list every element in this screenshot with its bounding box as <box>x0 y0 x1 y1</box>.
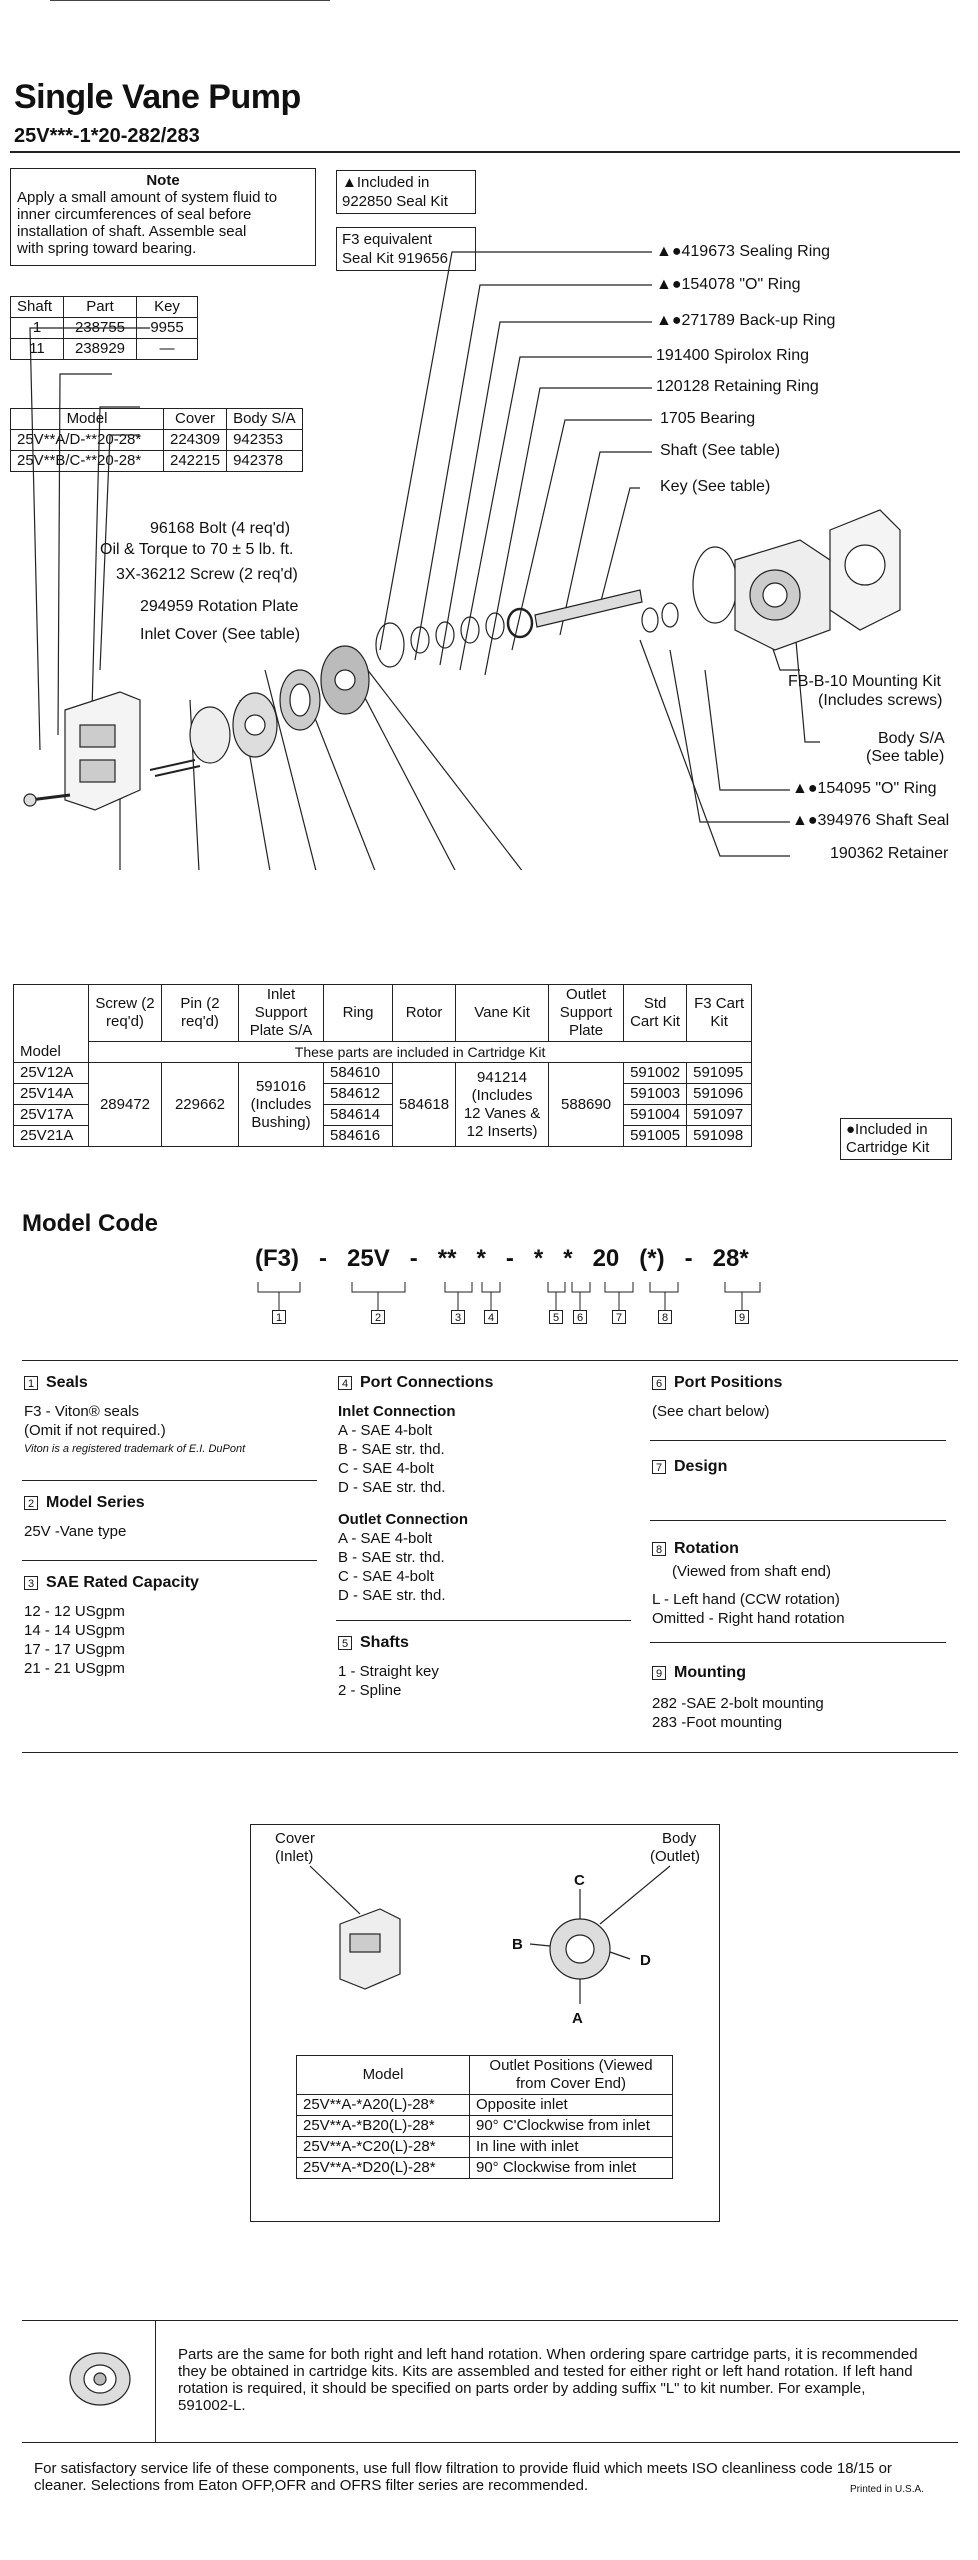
parts-model: 25V14A <box>14 1084 89 1105</box>
port-letter-d: D <box>640 1952 651 1969</box>
shaft-cell: 238755 <box>64 318 137 339</box>
model-cell: 25V**A/D-**20-28* <box>11 430 164 451</box>
port-table-cell: In line with inlet <box>470 2137 673 2158</box>
parts-header: Ring <box>324 985 393 1042</box>
outlet-line: D - SAE str. thd. <box>338 1587 446 1604</box>
parts-outlet-plate: 588690 <box>549 1063 624 1147</box>
inlet-plate-line: 591016 <box>255 1077 307 1095</box>
callout-bolt: 96168 Bolt (4 req'd) <box>150 520 291 537</box>
body-label: Body <box>662 1830 697 1847</box>
parts-std-kit: 591003 <box>624 1084 687 1105</box>
col3-rule <box>650 1440 946 1441</box>
section-model-series <box>24 1494 145 1512</box>
parts-ring: 584614 <box>324 1105 393 1126</box>
parts-header: Screw (2 req'd) <box>89 985 162 1042</box>
shaft-cell: 1 <box>11 318 64 339</box>
parts-ring: 584616 <box>324 1126 393 1147</box>
section-rotation <box>652 1540 739 1558</box>
code-seg: * <box>476 1245 486 1272</box>
model-code-brackets <box>0 1278 978 1312</box>
parts-pin: 229662 <box>162 1063 239 1147</box>
cartridge-kit-legend <box>840 1118 952 1160</box>
parts-header: Rotor <box>393 985 456 1042</box>
callout-body: Body S/A <box>878 730 945 747</box>
outlet-line: B - SAE str. thd. <box>338 1549 445 1566</box>
inlet-line: B - SAE str. thd. <box>338 1441 445 1458</box>
page-subtitle: 25V***-1*20-282/283 <box>14 125 200 147</box>
seal-kit-line: 922850 Seal Kit <box>342 193 448 210</box>
code-seg: * <box>563 1245 573 1272</box>
port-table-header: Model <box>297 2056 470 2095</box>
callout-bolt-torque: Oil & Torque to 70 ± 5 lb. ft. <box>100 541 294 558</box>
callout-sealing-ring: ▲●419673 Sealing Ring <box>656 243 831 260</box>
vane-kit-line: 12 Inserts) <box>466 1122 538 1140</box>
section-title: Mounting <box>674 1664 746 1681</box>
inlet-line: C - SAE 4-bolt <box>338 1460 434 1477</box>
model-code-string <box>255 1245 749 1273</box>
port-table-cell: 25V**A-*C20(L)-28* <box>297 2137 470 2158</box>
callout-inlet-cover: Inlet Cover (See table) <box>140 626 301 643</box>
port-table-cell: 90° C'Clockwise from inlet <box>470 2116 673 2137</box>
model-cell: 242215 <box>164 451 227 472</box>
capacity-line: 21 - 21 USgpm <box>24 1660 125 1677</box>
parts-model: 25V12A <box>14 1063 89 1084</box>
section-title: Design <box>674 1458 728 1475</box>
port-table-cell: 25V**A-*B20(L)-28* <box>297 2116 470 2137</box>
code-seg: 25V <box>347 1245 390 1272</box>
f3-kit-line: Seal Kit 919656 <box>342 250 448 267</box>
code-seg: (*) <box>639 1245 665 1272</box>
code-seg: - <box>505 1245 514 1272</box>
model-code-numbers <box>0 1310 978 1330</box>
section-mounting <box>652 1664 746 1682</box>
callout-body-note: (See table) <box>866 748 945 765</box>
code-num: 8 <box>658 1310 672 1324</box>
outlet-connection-title: Outlet Connection <box>338 1511 468 1528</box>
port-table-cell: 25V**A-*D20(L)-28* <box>297 2158 470 2179</box>
model-series-line: 25V -Vane type <box>24 1523 127 1540</box>
shafts-line: 2 - Spline <box>338 1682 402 1699</box>
col3-rule-3 <box>650 1642 946 1643</box>
section-num: 6 <box>652 1376 666 1390</box>
parts-vane-kit <box>456 1063 549 1147</box>
footer-divider <box>155 2320 156 2442</box>
section-num: 5 <box>338 1636 352 1650</box>
parts-f3-kit: 591095 <box>687 1063 752 1084</box>
callout-spirolox-ring: 191400 Spirolox Ring <box>656 347 809 364</box>
section-port-positions <box>652 1374 782 1392</box>
code-seg: (F3) <box>255 1245 299 1272</box>
vane-kit-line: (Includes <box>471 1086 533 1104</box>
port-position-table <box>296 2055 673 2179</box>
body-label: (Outlet) <box>650 1848 701 1865</box>
cover-label: Cover <box>275 1830 316 1847</box>
callout-shaft-seal: ▲●394976 Shaft Seal <box>792 812 950 829</box>
model-cell: 224309 <box>164 430 227 451</box>
note-heading: Note <box>146 172 180 189</box>
model-cell: 942353 <box>227 430 303 451</box>
parts-header: Std Cart Kit <box>624 985 687 1042</box>
parts-model: 25V21A <box>14 1126 89 1147</box>
note-line: Apply a small amount of system fluid to <box>17 189 278 206</box>
port-table-cell: Opposite inlet <box>470 2095 673 2116</box>
code-num: 7 <box>612 1310 626 1324</box>
code-num: 1 <box>272 1310 286 1324</box>
section-port-connections <box>338 1374 493 1392</box>
parts-std-kit: 591005 <box>624 1126 687 1147</box>
port-table-cell: 90° Clockwise from inlet <box>470 2158 673 2179</box>
footer-text: For satisfactory service life of these components, use full flow filtration to provide fluid which meets ISO cleanliness code 18/15 or cleaner. Selections from Eaton OFP,OFR and OFRS filter series are recommended. <box>34 2460 892 2494</box>
model-cell: 942378 <box>227 451 303 472</box>
port-letter-c: C <box>574 1872 585 1889</box>
shaft-cell: — <box>137 339 198 360</box>
capacity-line: 12 - 12 USgpm <box>24 1603 125 1620</box>
parts-header: Pin (2 req'd) <box>162 985 239 1042</box>
section-title: SAE Rated Capacity <box>46 1574 199 1591</box>
footer-rule-bottom <box>22 2442 958 2443</box>
parts-header: Outlet Support Plate <box>549 985 624 1042</box>
parts-f3-kit: 591096 <box>687 1084 752 1105</box>
shaft-cell: 9955 <box>137 318 198 339</box>
shaft-header: Shaft <box>11 297 64 318</box>
parts-inlet-plate <box>239 1063 324 1147</box>
footer-rule-top <box>22 2320 958 2321</box>
parts-ring: 584610 <box>324 1063 393 1084</box>
section-num: 8 <box>652 1542 666 1556</box>
code-num: 6 <box>573 1310 587 1324</box>
parts-screw: 289472 <box>89 1063 162 1147</box>
callout-retaining-ring: 120128 Retaining Ring <box>656 378 819 395</box>
seal-kit-line: ▲Included in <box>342 174 430 191</box>
parts-header: Inlet Support Plate S/A <box>239 985 324 1042</box>
port-letter-a: A <box>572 2010 583 2027</box>
port-table-cell: 25V**A-*A20(L)-28* <box>297 2095 470 2116</box>
code-seg: 28* <box>712 1245 749 1272</box>
parts-ring: 584612 <box>324 1084 393 1105</box>
inlet-line: D - SAE str. thd. <box>338 1479 446 1496</box>
section-title: Rotation <box>674 1540 739 1557</box>
col1-rule-2 <box>22 1560 317 1561</box>
section-seals <box>24 1374 88 1392</box>
parts-table <box>13 984 752 1147</box>
model-cell: 25V**B/C-**20-28* <box>11 451 164 472</box>
code-seg: * <box>533 1245 544 1272</box>
shaft-cell: 11 <box>11 339 64 360</box>
callout-mounting-kit: FB-B-10 Mounting Kit <box>788 673 941 690</box>
shaft-header: Part <box>64 297 137 318</box>
model-header: Cover <box>164 409 227 430</box>
port-letter-b: B <box>512 1936 523 1953</box>
parts-header: Vane Kit <box>456 985 549 1042</box>
seal-kit-box <box>336 170 476 214</box>
section-title: Seals <box>46 1374 88 1391</box>
section-shafts <box>338 1634 409 1652</box>
code-seg: - <box>409 1245 418 1272</box>
capacity-line: 17 - 17 USgpm <box>24 1641 125 1658</box>
rotation-line: L - Left hand (CCW rotation) <box>652 1591 840 1608</box>
callout-rotation-plate: 294959 Rotation Plate <box>140 598 299 615</box>
printed-in: Printed in U.S.A. <box>850 2484 924 2495</box>
outlet-line: C - SAE 4-bolt <box>338 1568 434 1585</box>
callout-bearing: 1705 Bearing <box>660 410 756 427</box>
shaft-header: Key <box>137 297 198 318</box>
section-num: 7 <box>652 1460 666 1474</box>
inlet-line: A - SAE 4-bolt <box>338 1422 433 1439</box>
callout-retainer: 190362 Retainer <box>830 845 949 862</box>
port-positions-line: (See chart below) <box>652 1403 770 1420</box>
section-num: 9 <box>652 1666 666 1680</box>
section-capacity <box>24 1574 199 1592</box>
callout-mounting-kit-note: (Includes screws) <box>818 692 943 709</box>
page-title: Single Vane Pump <box>14 78 301 116</box>
code-seg: 20 <box>592 1245 620 1272</box>
note-line: with spring toward bearing. <box>17 240 197 257</box>
inlet-plate-line: (Includes <box>250 1095 312 1113</box>
section-num: 3 <box>24 1576 38 1590</box>
seals-line: F3 - Viton® seals <box>24 1403 139 1420</box>
section-title: Port Connections <box>360 1374 494 1391</box>
col2-rule <box>336 1620 631 1621</box>
parts-std-kit: 591002 <box>624 1063 687 1084</box>
col3-rule-2 <box>650 1520 946 1521</box>
callout-o-ring: ▲●154078 "O" Ring <box>656 276 801 293</box>
code-num: 5 <box>549 1310 563 1324</box>
f3-kit-line: F3 equivalent <box>342 231 433 248</box>
parts-f3-kit: 591097 <box>687 1105 752 1126</box>
pump-icon <box>60 2344 140 2414</box>
vane-kit-line: 941214 <box>477 1068 528 1086</box>
port-position-drawing <box>250 1824 720 2024</box>
parts-rotor: 584618 <box>393 1063 456 1147</box>
code-num: 9 <box>735 1310 749 1324</box>
model-header: Body S/A <box>227 409 303 430</box>
section-num: 1 <box>24 1376 38 1390</box>
parts-std-kit: 591004 <box>624 1105 687 1126</box>
capacity-line: 14 - 14 USgpm <box>24 1622 125 1639</box>
legend-line: Cartridge Kit <box>846 1139 930 1156</box>
parts-header: Model <box>14 985 89 1063</box>
vane-kit-line: 12 Vanes & <box>463 1104 541 1122</box>
section-title: Shafts <box>360 1634 409 1651</box>
inlet-connection-title: Inlet Connection <box>338 1403 456 1420</box>
callout-backup-ring: ▲●271789 Back-up Ring <box>656 312 836 329</box>
cover-label: (Inlet) <box>275 1848 314 1865</box>
shaft-cell: 238929 <box>64 339 137 360</box>
callout-screw: 3X-36212 Screw (2 req'd) <box>116 566 298 583</box>
code-seg: - <box>319 1245 328 1272</box>
code-seg: ** <box>437 1245 457 1272</box>
model-code-rule <box>22 1360 958 1361</box>
section-num: 4 <box>338 1376 352 1390</box>
shafts-line: 1 - Straight key <box>338 1663 439 1680</box>
top-rule <box>50 0 330 1</box>
outlet-line: A - SAE 4-bolt <box>338 1530 433 1547</box>
section-design <box>652 1458 727 1476</box>
legend-line: ●Included in <box>846 1121 928 1138</box>
section-num: 2 <box>24 1496 38 1510</box>
mounting-line: 282 -SAE 2-bolt mounting <box>652 1695 824 1712</box>
seals-note: Viton is a registered trademark of E.I. DuPont <box>24 1443 246 1455</box>
sections-bottom-rule <box>22 1752 958 1753</box>
code-num: 4 <box>484 1310 498 1324</box>
mounting-line: 283 -Foot mounting <box>652 1714 783 1731</box>
rotation-line: Omitted - Right hand rotation <box>652 1610 845 1627</box>
parts-header-row <box>14 985 752 1042</box>
code-num: 3 <box>451 1310 465 1324</box>
cartridge-note: These parts are included in Cartridge Kit <box>89 1042 752 1063</box>
model-code-title: Model Code <box>22 1210 158 1237</box>
section-title: Port Positions <box>674 1374 783 1391</box>
rotation-line: (Viewed from shaft end) <box>672 1563 831 1580</box>
callout-shaft: Shaft (See table) <box>660 442 781 459</box>
note-line: installation of shaft. Assemble seal <box>17 223 247 240</box>
callout-body-o-ring: ▲●154095 "O" Ring <box>792 780 937 797</box>
model-header: Model <box>11 409 164 430</box>
port-table-header: Outlet Positions (Viewed from Cover End) <box>470 2056 673 2095</box>
inlet-plate-line: Bushing) <box>251 1113 311 1131</box>
code-num: 2 <box>371 1310 385 1324</box>
title-rule <box>10 151 960 153</box>
col1-rule <box>22 1480 317 1481</box>
parts-f3-kit: 591098 <box>687 1126 752 1147</box>
section-title: Model Series <box>46 1494 145 1511</box>
note-line: inner circumferences of seal before <box>17 206 252 223</box>
seals-line: (Omit if not required.) <box>24 1422 166 1439</box>
footer-note: Parts are the same for both right and left hand rotation. When ordering spare cartridge parts, it is recommended they be obtained in cartridge kits. Kits are assembled and tested for either right or left hand rotation. If left hand rotation is required, it should be specified on parts order by adding suffix "L" to kit number. For example, 591002-L. <box>178 2346 918 2414</box>
code-seg: - <box>684 1245 693 1272</box>
callout-key: Key (See table) <box>660 478 771 495</box>
parts-header: F3 Cart Kit <box>687 985 752 1042</box>
parts-model: 25V17A <box>14 1105 89 1126</box>
